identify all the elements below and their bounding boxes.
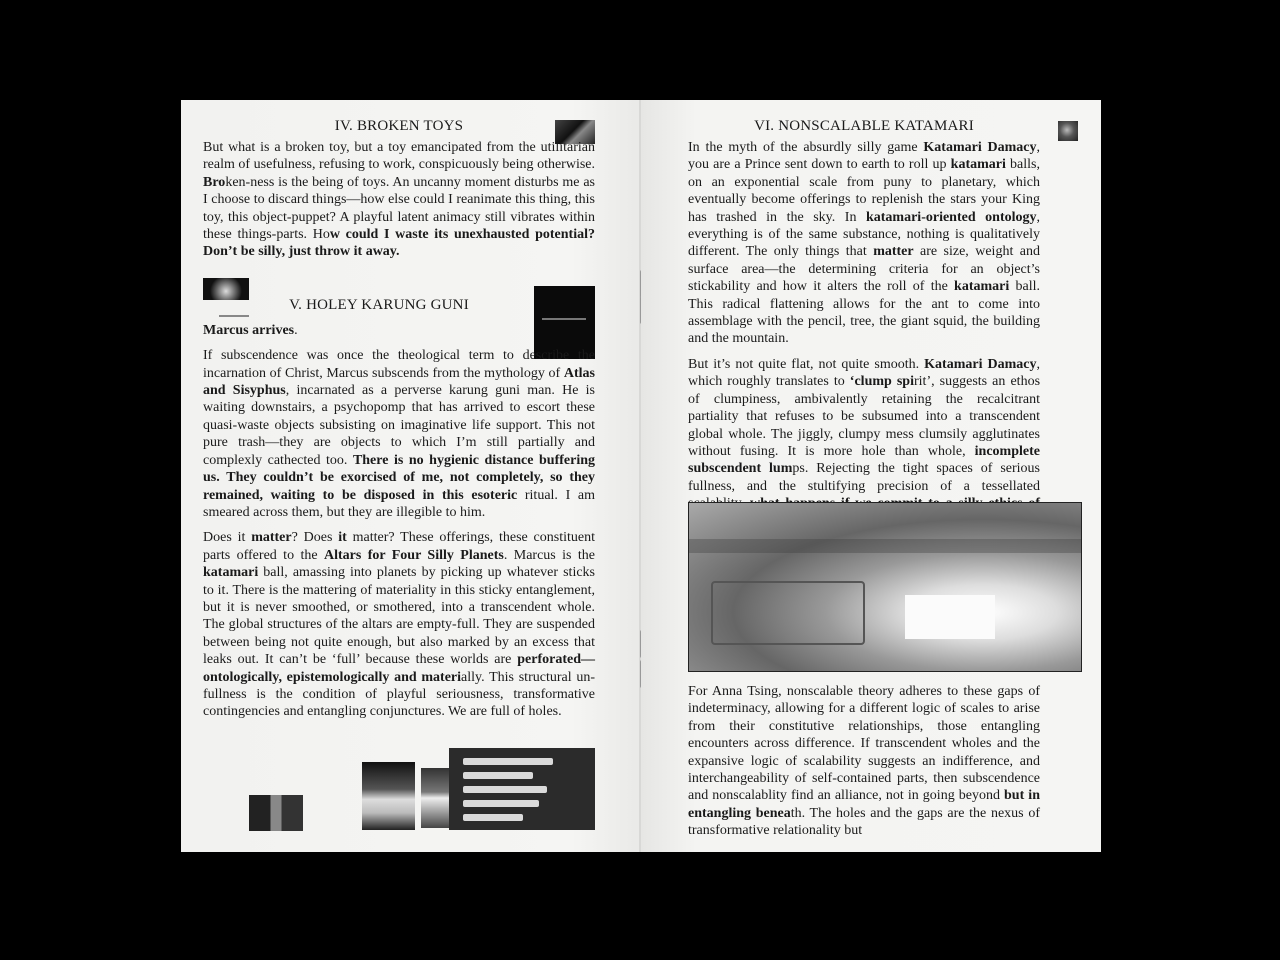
section-vi-paragraph-3: For Anna Tsing, nonscalable theory adheres to these gaps of indeterminacy, allowing for a different logic of scales to arise from their constitutive relationships, those entangling encounters across difference. If transcendent wholes and the expansive logic of scalability suggests an indifference, and interchangeability of self-contained parts, then subscendence and nonscalablity find an alliance, not in going beyond but in entangling beneath. The holes and the gaps are the nexus of transformative relationality but [688, 684, 1040, 839]
section-iv-heading: IV. BROKEN TOYS [334, 118, 464, 134]
left-page [181, 100, 641, 852]
photo-collage-1 [249, 795, 303, 831]
section-vi-heading: VI. NONSCALABLE KATAMARI [754, 118, 974, 134]
chat-screenshot-photo [449, 748, 595, 830]
right-page [641, 100, 1101, 852]
katamari-thumbnail [1058, 121, 1078, 141]
right-column [688, 118, 1040, 538]
section-iv-paragraph: But what is a broken toy, but a toy emancipated from the utilitarian realm of usefulness, refusing to work, conspicuously being otherwise. Broken-ness is the being of toys. An uncanny moment disturbs me as I choose to discard things—how else could I reanimate this thing, this toy, this object-puppet? A playful latent animacy still vibrates within these things-parts. How could I waste its unexhausted potential? Don’t be silly, just throw it away. [203, 140, 595, 260]
section-v-paragraph-2: Does it matter? Does it matter? These offerings, these constituent parts offered to the Altars for Four Silly Planets. Marcus is the katamari ball, amassing into planets by picking up whatever sticks to it. There is the mattering of materiality in this sticky entanglement, but it is never smoothed, or smothered, into a transcendent whole. The global structures of the altars are empty-full. They are suspended between being not quite enough, but also marked by an excess that leaks out. It can’t be ‘full’ because these worlds are perforated—ontologically, epistemologically and materially. This structural un-fullness is the condition of playful seriousness, transformative contingencies and entangling conjunctures. We are full of holes. [203, 530, 595, 720]
marcus-arrives: Marcus arrives. [203, 322, 298, 338]
right-column-lower [688, 683, 1040, 848]
katamari-game-photo [688, 502, 1082, 672]
photo-collage-2 [362, 762, 415, 830]
left-column [203, 118, 595, 729]
booklet-spread [181, 100, 1101, 852]
section-v-heading: V. HOLEY KARUNG GUNI [289, 296, 469, 313]
section-vi-paragraph-2: But it’s not quite flat, not quite smooth. Katamari Damacy, which roughly translates to ‘clump spirit’, suggests an ethos of clumpiness, ambivalently retaining the recalcitrant partiality that refuses to be subsumed into a transcendent global whole. The jiggly, clumpy mess clumsily agglutinates without fusing. It is more hole than whole, incomplete subscendent lumps. Rejecting the tight spaces of serious fullness, and the stultifying precision of a tessellated [688, 356, 1041, 494]
section-vi-paragraph-1: In the myth of the absurdly silly game Katamari Damacy, you are a Prince sent down to earth to roll up katamari balls, on an exponential scale from puny to planetary, which eventually become offerings to replenish the stars your King has trashed in the sky. In katamari-oriented ontology, everything is of the same substance, nothing is qualitatively different. The only things that matter are size, weight and surface area—the determining criteria for an object’s stickability and how it alters the roll of the katamari ball. This radical flattening allows for the ant to come into assemblage with the pencil, tree, the giant squid, the building and the mountain. [688, 140, 1040, 347]
section-v-paragraph-1: If subscendence was once the theological term to describe the incarnation of Christ, Marcus subscends from the mythology of Atlas and Sisyphus, incarnated as a perverse karung guni man. He is waiting downstairs, a psychopomp that has arrived to escort these quasi-waste objects subsisting on imaginative life support. This not pure trash—they are objects to which I’m still partially and complexly cathected too. There is no hygienic distance buffering us. They couldn’t be exorcised of me, not completely, so they remained, waiting to be disposed in this esoteric ritual. I am smeared across them, but they are illegible to him. [203, 348, 595, 520]
